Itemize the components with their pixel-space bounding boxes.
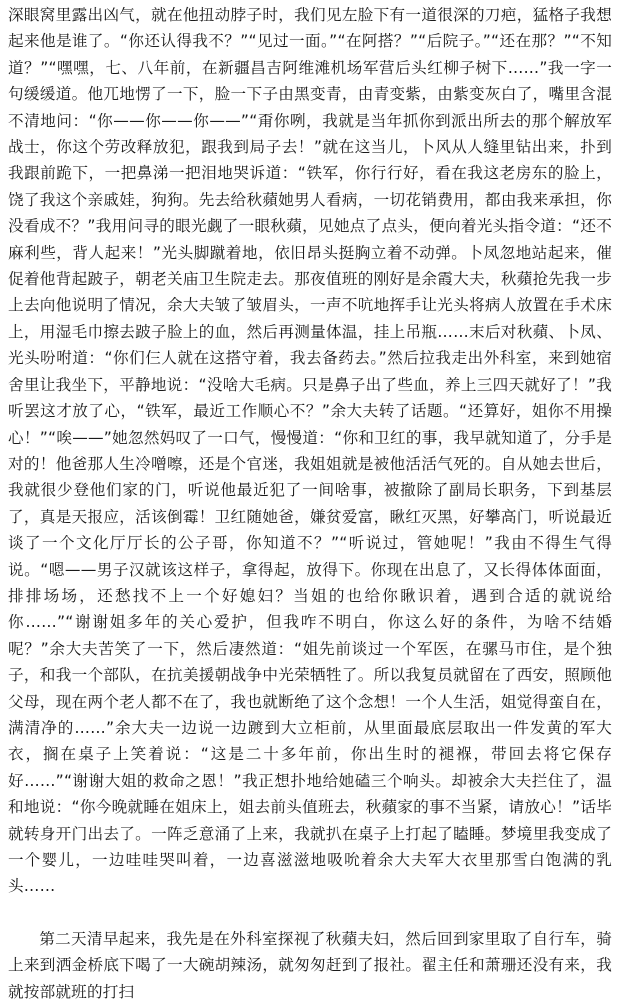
paragraph-spacer bbox=[8, 900, 612, 926]
article-page bbox=[8, 2, 612, 1001]
article-paragraph-1: 深眼窝里露出凶气，就在他扭动脖子时，我们见左脸下有一道很深的刀疤，猛格子我想起来他是谁了。“你还认得我不？”“见过一面。”“在阿搭？”“后院子。”“还在那？”“不知道？”“嘿嘿，七、八年前，在新疆昌吉阿维滩机场军营后头红柳子树下……”我一字一句缓缓道。他兀地愣了一下，脸一下子由黑变青，由青变紫，由紫变灰白了，嘴里含混不清地问：“你——你——你——”“甭你咧，我就是当年抓你到派出所去的那个解放军战士，你这个劳改释放犯，跟我到局子去！”就在这当儿，卜风从人缝里钻出来，扑到我跟前跪下，一把鼻涕一把泪地哭诉道：“铁军，你行行好，看在我这老房东的脸上，饶了我这个亲戚娃，狗狗。先去给秋蘋她男人看病，一切花销费用，都由我来承担，你没看成不？”我用问寻的眼光觑了一眼秋蘋，见她点了点头，便向着光头指令道：“还不麻利些，背人起来！”光头脚蹴着地，依旧昂头挺胸立着不动弹。卜凤忽地站起来，催促着他背起跛子，朝老关庙卫生院走去。那夜值班的刚好是余霞大夫，秋蘋抢先我一步上去向他说明了情况，余大夫皱了皱眉头，一声不吭地挥手让光头将病人放置在手术床上，用湿毛巾擦去跛子脸上的血，然后再测量体温，挂上吊瓶……末后对秋蘋、卜凤、光头吩咐道：“你们仨人就在这搭守着，我去备药去。”然后拉我走出外科室，来到她宿舍里让我坐下，平静地说：“没啥大毛病。只是鼻子出了些血，养上三四天就好了！”我听罢这才放了心，“铁军，最近工作顺心不？”余大夫转了话题。“还算好，姐你不用操心！”“唉——”她忽然妈叹了一口气，慢慢道：“你和卫红的事，我早就知道了，分手是对的！他爸那人生冷噌嚓，还是个官迷，我姐姐就是被他活活气死的。自从她去世后，我就很少登他们家的门，听说他最近犯了一间啥事，被撤除了副局长职务，下到基层了，真是天报应，活该倒霉！卫红随她爸，嫌贫爱富，瞅红灭黑，好攀高门，听说最近谈了一个文化厅厅长的公子哥，你知道不？”“听说过，管她呢！”我由不得生气得说。“嗯——男子汉就该这样子，拿得起，放得下。你现在出息了，又长得体体面面，排排场场，还愁找不上一个好媳妇？当姐的也给你瞅识着，遇到合适的就说给你……”“谢谢姐多年的关心爱护，但我咋不明白，你这么好的条件，为啥不结婚呢？”余大夫苦笑了一下，然后凄然道：“姐先前谈过一个军医，在骡马市住，是个独子，和我一个部队，在抗美援朝战争中光荣牺牲了。所以我复员就留在了西安，照顾他父母，现在两个老人都不在了，我也就断绝了这个念想！一个人生活，姐觉得蛮自在，满清净的……”余大夫一边说一边踱到大立柜前，从里面最底层取出一件发黄的军大衣，搁在桌子上笑着说：“这是二十多年前，你出生时的褪褓，带回去将它保存好……”“谢谢大姐的救命之恩！”我正想扑地给她磕三个响头。却被余大夫拦住了，温和地说：“你今晚就睡在姐床上，姐去前头值班去，秋蘋家的事不当紧，请放心！”话毕就转身开门出去了。一阵乏意涌了上来，我就扒在桌子上打起了瞌睡。梦境里我变成了一个婴儿，一边哇哇哭叫着，一边喜滋滋地吸吮着余大夫军大衣里那雪白饱满的乳头…… bbox=[8, 6, 612, 896]
article-paragraph-2: 第二天清早起来，我先是在外科室探视了秋蘋夫妇，然后回到家里取了自行车，骑上来到洒金桥底下喝了一大碗胡辣汤，就匆匆赶到了报社。翟主任和萧珊还没有来，我就按部就班的打扫 bbox=[8, 929, 612, 1001]
